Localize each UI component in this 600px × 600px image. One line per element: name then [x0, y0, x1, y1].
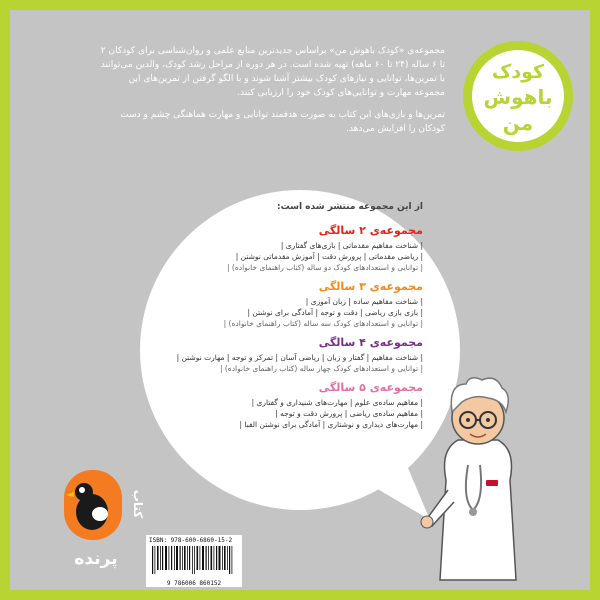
series-line: | شناخت مفاهیم | گفتار و زبان | ریاضی آسان | تمرکز و توجه | مهارت نوشتن | — [176, 353, 423, 362]
publisher-logo — [52, 470, 145, 580]
bird-book-icon — [92, 507, 108, 521]
stethoscope-head-icon — [469, 508, 477, 516]
barcode — [146, 535, 242, 587]
intro-paragraph-2: تمرین‌ها و بازی‌های این کتاب به صورت هدفمند توانایی و مهارت هماهنگی چشم و دست کودکان را افزایش می‌دهد. — [120, 110, 445, 134]
publisher-line-2: پرنده — [74, 549, 118, 569]
series-title-age-3: مجموعه‌ی ۳ سالگی — [318, 280, 423, 293]
series-line: | مفاهیم ساده‌ی ریاضی | پرورش دقت و توجه | — [275, 409, 423, 418]
series-line: | مهارت‌های دیداری و نوشتاری | آمادگی برای نوشتن الفبا | — [239, 420, 423, 429]
series-line: | بازی بازی ریاضی | دقت و توجه | آمادگی برای نوشتن | — [247, 308, 423, 317]
series-line: | مفاهیم ساده‌ی علوم | مهارت‌های شنیداری و گفتاری | — [251, 398, 423, 407]
isbn-label: ISBN: 978-600-6860-15-2 — [149, 537, 233, 544]
series-group-age-4 — [168, 336, 423, 374]
logo-line-3: من — [502, 111, 534, 135]
series-line: | شناخت مفاهیم مقدماتی | بازی‌های گفتاری | — [280, 241, 423, 250]
lab-coat-icon — [440, 440, 516, 580]
pocket-pen-icon — [486, 480, 498, 486]
series-group-age-3 — [168, 280, 423, 329]
barcode-icon — [146, 544, 242, 576]
logo-line-1: کودک — [491, 61, 545, 83]
series-line: | توانایی و استعدادهای کودک دو ساله (کتاب راهنمای خانواده) | — [226, 263, 423, 272]
publisher-line-1: کتاب — [131, 489, 145, 519]
hand-icon — [421, 516, 433, 528]
series-group-age-2 — [168, 224, 423, 273]
barcode-digits: 9 786006 860152 — [166, 580, 222, 587]
series-intro: از این مجموعه منتشر شده است: — [277, 202, 423, 212]
series-title-age-5: مجموعه‌ی ۵ سالگی — [318, 381, 423, 394]
logo-line-2: باهوش — [483, 85, 553, 109]
intro-paragraph-1: مجموعه‌ی «کودک باهوش من» براساس جدیدترین منابع علمی و روان‌شناسی برای کودکان ۲ تا ۶ ساله (۲۴ تا ۶۰ ماهه) تهیه شده است. در هر دوره از مراحل رشد کودک، والدین می‌توانند با تمرین‌ها، توانایی و نیازهای کودک بیشتر آشنا شوند و با الگو گرفتن از تمرین‌های این مجموعه مهارت و توانایی‌های کودک خود را ارزیابی کنند. — [100, 46, 445, 98]
series-line: | شناخت مفاهیم ساده | زبان آموزی | — [305, 297, 423, 306]
series-line: | توانایی و استعدادهای کودک سه ساله (کتاب راهنمای خانواده) | — [223, 319, 423, 328]
series-list — [168, 202, 423, 437]
series-group-age-5 — [168, 381, 423, 430]
series-title-age-2: مجموعه‌ی ۲ سالگی — [318, 224, 423, 237]
bird-eye-icon — [79, 487, 85, 493]
series-title-age-4: مجموعه‌ی ۴ سالگی — [318, 336, 423, 349]
doctor-character — [418, 370, 538, 590]
series-line: | توانایی و استعدادهای کودک چهار ساله (کتاب راهنمای خانواده) | — [219, 364, 423, 373]
series-line: | ریاضی مقدماتی | پرورش دقت | آموزش مقدماتی نوشتن | — [235, 252, 423, 261]
